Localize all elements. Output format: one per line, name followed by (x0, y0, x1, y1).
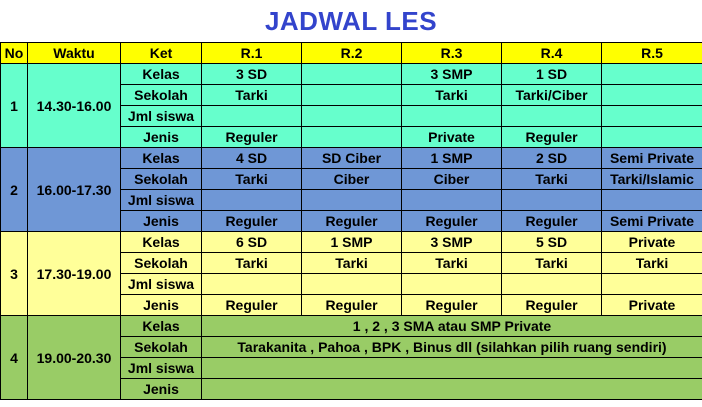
jml-cell (302, 274, 402, 295)
sekolah-cell: Tarki (502, 253, 602, 274)
kelas-cell: 5 SD (502, 232, 602, 253)
jml-cell (302, 190, 402, 211)
jml-merged-cell (202, 358, 702, 379)
kelas-cell (302, 64, 402, 85)
schedule-table (0, 42, 702, 400)
jenis-cell: Private (602, 295, 702, 316)
header-r3: R.3 (402, 43, 502, 64)
kelas-cell: 3 SD (202, 64, 302, 85)
jenis-cell: Reguler (502, 127, 602, 148)
sekolah-cell: Ciber (302, 169, 402, 190)
ket-label: Jml siswa (121, 106, 202, 127)
kelas-cell: 3 SMP (402, 232, 502, 253)
header-r1: R.1 (202, 43, 302, 64)
jenis-cell: Reguler (502, 295, 602, 316)
page-title: JADWAL LES (264, 5, 438, 36)
jml-cell (502, 190, 602, 211)
jenis-cell: Reguler (302, 211, 402, 232)
block-number: 3 (1, 232, 28, 316)
ket-label: Kelas (121, 148, 202, 169)
kelas-cell: 3 SMP (402, 64, 502, 85)
ket-label: Sekolah (121, 85, 202, 106)
time-slot: 16.00-17.30 (28, 148, 121, 232)
jenis-cell (302, 127, 402, 148)
ket-label: Jenis (121, 379, 202, 400)
header-waktu: Waktu (28, 43, 121, 64)
jenis-cell (602, 127, 702, 148)
ket-label: Jenis (121, 211, 202, 232)
jenis-cell: Reguler (202, 211, 302, 232)
kelas-cell: Private (602, 232, 702, 253)
jenis-merged-cell (202, 379, 702, 400)
sekolah-cell: Tarki (502, 169, 602, 190)
ket-label: Sekolah (121, 253, 202, 274)
kelas-cell: Semi Private (602, 148, 702, 169)
table-row (1, 64, 702, 85)
kelas-cell: 2 SD (502, 148, 602, 169)
jenis-cell: Private (402, 127, 502, 148)
ket-label: Jml siswa (121, 358, 202, 379)
kelas-cell: 1 SMP (402, 148, 502, 169)
ket-label: Jenis (121, 295, 202, 316)
sekolah-cell: Tarki (202, 253, 302, 274)
table-row (1, 148, 702, 169)
sekolah-cell: Tarki/Ciber (502, 85, 602, 106)
time-slot: 19.00-20.30 (28, 316, 121, 400)
kelas-cell: SD Ciber (302, 148, 402, 169)
jml-cell (402, 274, 502, 295)
time-slot: 14.30-16.00 (28, 64, 121, 148)
kelas-cell: 1 SD (502, 64, 602, 85)
ket-label: Sekolah (121, 169, 202, 190)
jml-cell (402, 190, 502, 211)
header-r5: R.5 (602, 43, 702, 64)
jml-cell (502, 106, 602, 127)
sekolah-cell (602, 85, 702, 106)
jenis-cell: Semi Private (602, 211, 702, 232)
sekolah-cell: Tarki (402, 253, 502, 274)
jml-cell (402, 106, 502, 127)
jml-cell (202, 274, 302, 295)
header-row (1, 43, 702, 64)
header-no: No (1, 43, 28, 64)
jenis-cell: Reguler (402, 211, 502, 232)
sekolah-cell: Tarki (602, 253, 702, 274)
ket-label: Jml siswa (121, 190, 202, 211)
jml-cell (202, 106, 302, 127)
block-number: 2 (1, 148, 28, 232)
sekolah-cell: Ciber (402, 169, 502, 190)
ket-label: Jenis (121, 127, 202, 148)
jml-cell (602, 190, 702, 211)
jml-cell (502, 274, 602, 295)
table-row (1, 316, 702, 337)
ket-label: Kelas (121, 64, 202, 85)
table-row (1, 232, 702, 253)
kelas-cell: 1 SMP (302, 232, 402, 253)
jml-cell (602, 106, 702, 127)
ket-label: Sekolah (121, 337, 202, 358)
sekolah-cell: Tarki/Islamic (602, 169, 702, 190)
ket-label: Jml siswa (121, 274, 202, 295)
sekolah-cell: Tarki (402, 85, 502, 106)
block-number: 4 (1, 316, 28, 400)
header-r2: R.2 (302, 43, 402, 64)
ket-label: Kelas (121, 232, 202, 253)
jenis-cell: Reguler (502, 211, 602, 232)
jenis-cell: Reguler (202, 295, 302, 316)
block-number: 1 (1, 64, 28, 148)
kelas-cell (602, 64, 702, 85)
sekolah-merged-cell: Tarakanita , Pahoa , BPK , Binus dll (silahkan pilih ruang sendiri) (202, 337, 702, 358)
jml-cell (302, 106, 402, 127)
header-ket: Ket (121, 43, 202, 64)
kelas-cell: 6 SD (202, 232, 302, 253)
sekolah-cell: Tarki (302, 253, 402, 274)
sekolah-cell: Tarki (202, 85, 302, 106)
kelas-cell: 4 SD (202, 148, 302, 169)
ket-label: Kelas (121, 316, 202, 337)
sekolah-cell: Tarki (202, 169, 302, 190)
jml-cell (602, 274, 702, 295)
jenis-cell: Reguler (402, 295, 502, 316)
time-slot: 17.30-19.00 (28, 232, 121, 316)
jenis-cell: Reguler (202, 127, 302, 148)
jml-cell (202, 190, 302, 211)
sekolah-cell (302, 85, 402, 106)
header-r4: R.4 (502, 43, 602, 64)
kelas-merged-cell: 1 , 2 , 3 SMA atau SMP Private (202, 316, 702, 337)
jenis-cell: Reguler (302, 295, 402, 316)
